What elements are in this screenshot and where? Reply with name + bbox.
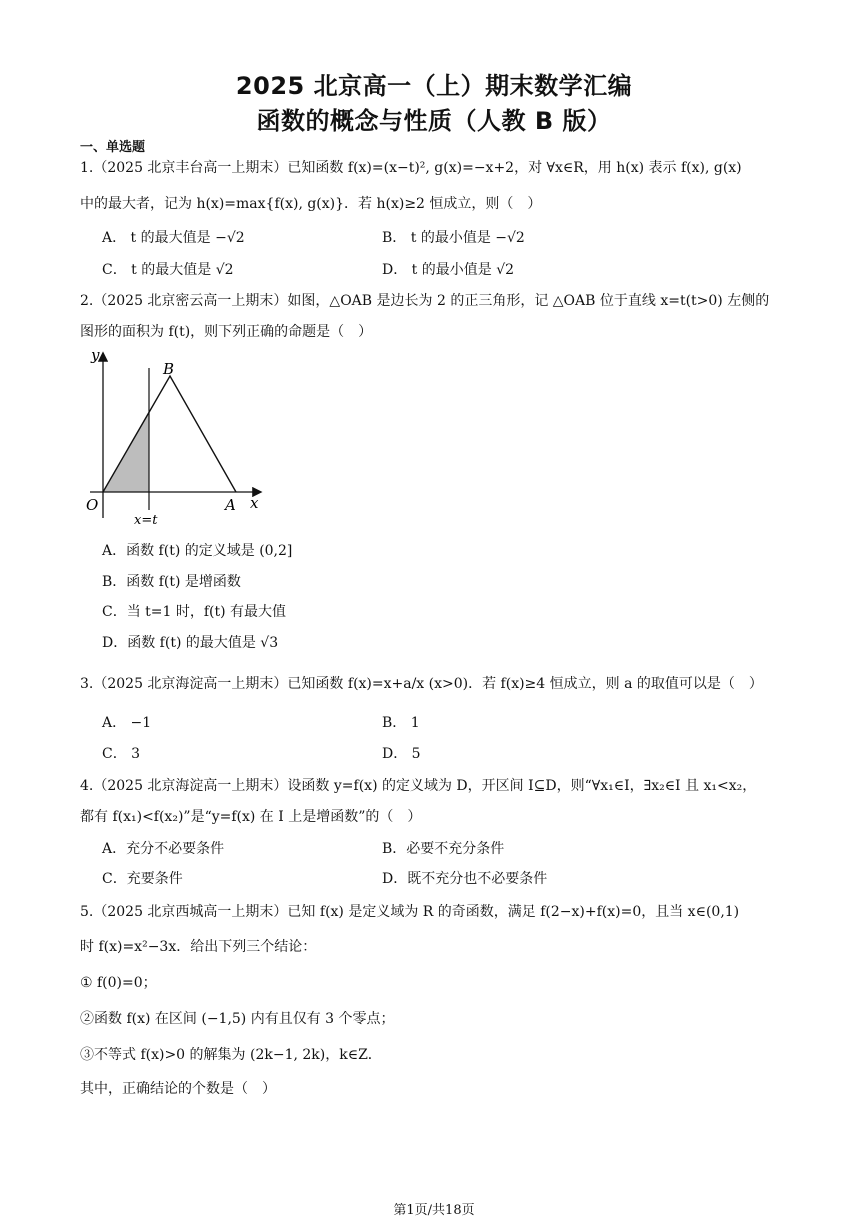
point-a-label: A	[225, 496, 236, 514]
question-1-text: 1.（2025 北京丰台高一上期末）已知函数 f(x)=(x−t)², g(x)=−x+2，对 ∀x∈R，用 h(x) 表示 f(x), g(x)	[80, 160, 742, 176]
question-4-text: 4.（2025 北京海淀高一上期末）设函数 y=f(x) 的定义域为 D，开区间 I⊆D，则“∀x₁∈I，∃x₂∈I 且 x₁<x₂，	[80, 778, 757, 794]
question-5-text: 5.（2025 北京西城高一上期末）已知 f(x) 是定义域为 R 的奇函数，满足 f(2−x)+f(x)=0，且当 x∈(0,1)	[80, 904, 740, 920]
q5-conclusion-2: ②函数 f(x) 在区间 (−1,5) 内有且仅有 3 个零点；	[80, 1011, 395, 1027]
page-footer: 第1页/共18页	[393, 1203, 475, 1218]
triangle-figure	[78, 348, 268, 528]
point-o-label: O	[86, 496, 99, 514]
question-2-text: 2.（2025 北京密云高一上期末）如图，△OAB 是边长为 2 的正三角形，记 △OAB 位于直线 x=t(t>0) 左侧的	[80, 293, 770, 309]
document-subtitle: 函数的概念与性质（人教 B 版）	[256, 107, 612, 135]
line-x-t-label: x=t	[134, 513, 158, 528]
question-2-text-cont: 图形的面积为 f(t)，则下列正确的命题是（ ）	[80, 324, 373, 340]
question-1-text-cont: 中的最大者，记为 h(x)=max{f(x), g(x)}．若 h(x)≥2 恒成立，则（ ）	[80, 196, 542, 212]
question-4-text-cont: 都有 f(x₁)<f(x₂)”是“y=f(x) 在 I 上是增函数”的（ ）	[80, 809, 422, 825]
section-heading: 一、单选题	[80, 140, 146, 155]
y-axis-label: y	[91, 348, 100, 364]
q1-option-a: A． t 的最大值是 −√2	[102, 230, 245, 246]
q2-option-b: B．函数 f(t) 是增函数	[102, 574, 241, 590]
question-5-text-cont: 时 f(x)=x²−3x．给出下列三个结论：	[80, 939, 317, 955]
q1-option-c: C． t 的最大值是 √2	[102, 262, 234, 278]
triangle-diagram	[78, 348, 268, 528]
q4-option-c: C．充要条件	[102, 871, 183, 887]
q4-option-b: B．必要不充分条件	[382, 841, 505, 857]
q5-conclusion-3: ③不等式 f(x)>0 的解集为 (2k−1, 2k)，k∈Z．	[80, 1047, 382, 1063]
q5-conclusion-1: ① f(0)=0；	[80, 975, 157, 991]
document-title: 2025 北京高一（上）期末数学汇编	[235, 72, 633, 100]
question-5-prompt: 其中，正确结论的个数是（ ）	[80, 1081, 276, 1097]
q2-option-c: C．当 t=1 时，f(t) 有最大值	[102, 604, 287, 620]
q4-option-d: D．既不充分也不必要条件	[382, 871, 548, 887]
q3-option-b: B． 1	[382, 715, 420, 731]
q3-option-c: C． 3	[102, 746, 141, 762]
question-3-text: 3.（2025 北京海淀高一上期末）已知函数 f(x)=x+a/x (x>0)．若 f(x)≥4 恒成立，则 a 的取值可以是（ ）	[80, 676, 763, 692]
q2-option-a: A．函数 f(t) 的定义域是 (0,2]	[102, 543, 293, 559]
q2-option-d: D．函数 f(t) 的最大值是 √3	[102, 635, 279, 651]
x-axis-label: x	[250, 494, 259, 512]
q4-option-a: A．充分不必要条件	[102, 841, 225, 857]
q1-option-d: D． t 的最小值是 √2	[382, 262, 515, 278]
q3-option-d: D． 5	[382, 746, 421, 762]
point-b-label: B	[163, 360, 175, 378]
q1-option-b: B． t 的最小值是 −√2	[382, 230, 525, 246]
q3-option-a: A． −1	[102, 715, 152, 731]
